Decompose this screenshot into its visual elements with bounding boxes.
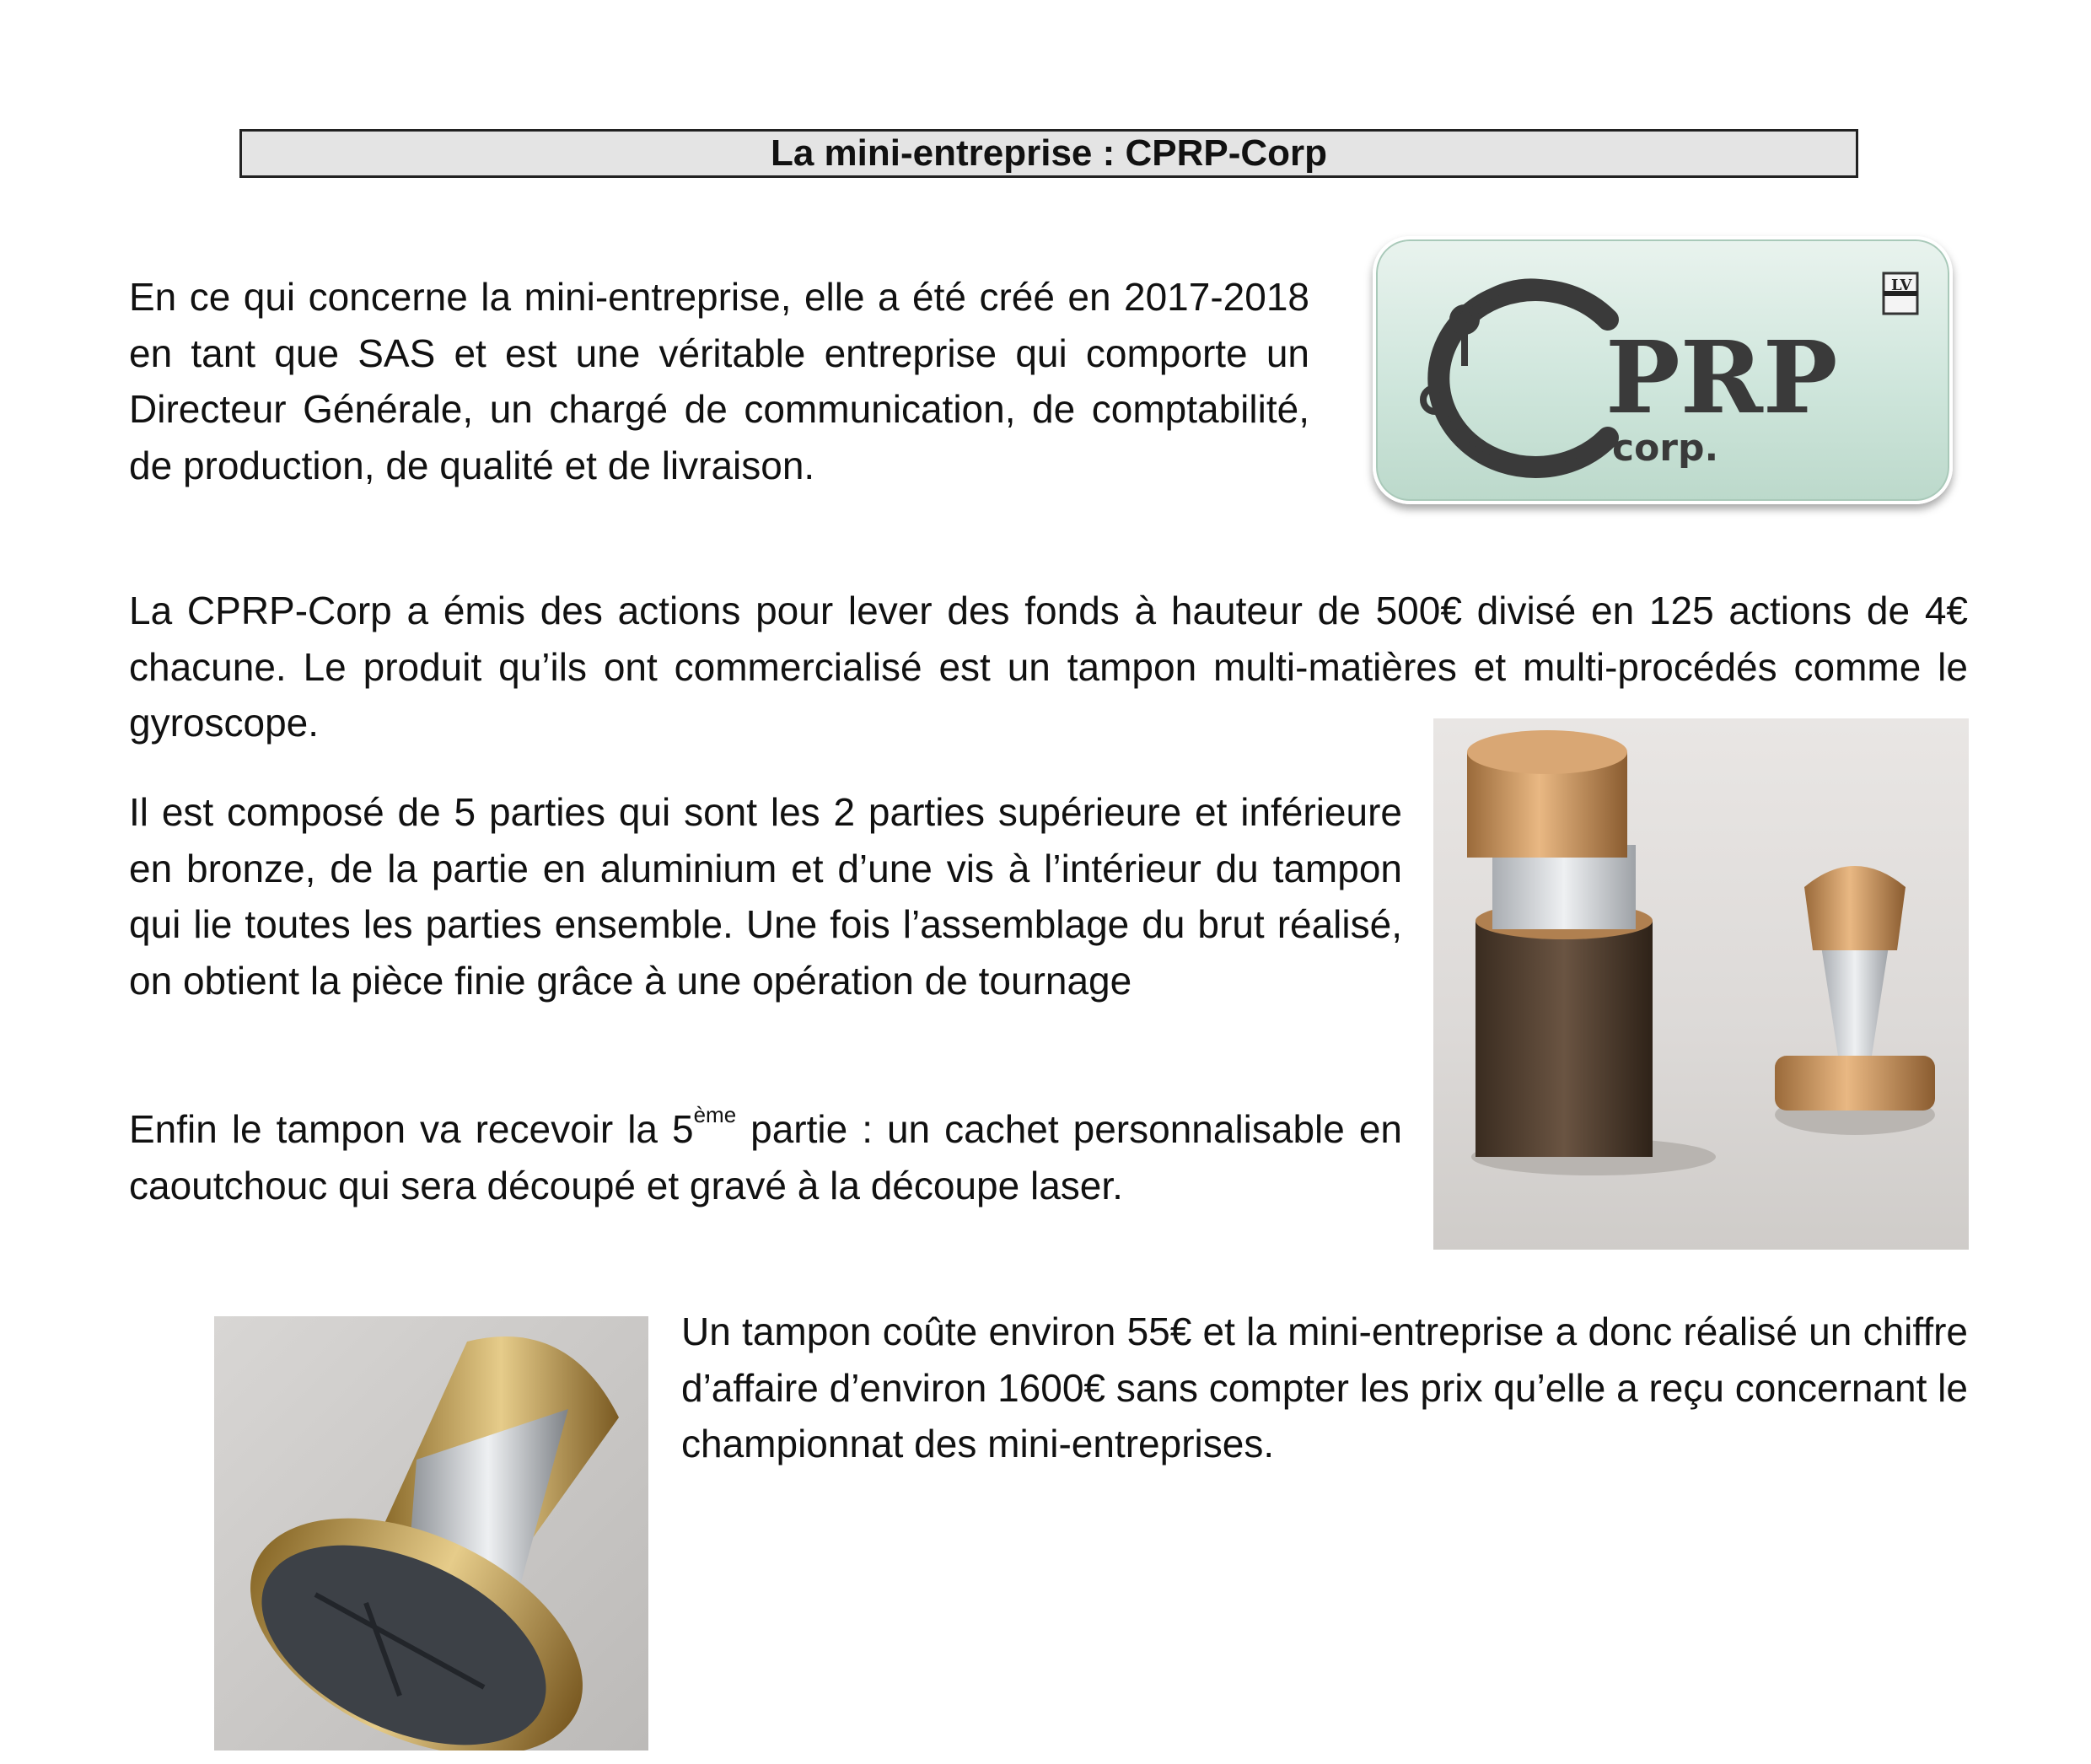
logo-brand-letters: PRP [1605,319,1838,436]
stamps-illustration [1433,718,1969,1250]
stamp-closeup-photo [214,1316,648,1751]
paragraph-composition: Il est composé de 5 parties qui sont les 2 parties supérieure et inférieure en bronze, de la partie en aluminium et d’une vis à l’intérieur du tampon qui lie toutes les parties ensemble. Une fois l’assemblage du brut réalisé, on obtient la pièce finie grâce à une opération de tournage [129,790,1402,1003]
p4-after: partie : un cachet personnalisable en caoutchouc qui sera découpé et gravé à la découpe laser. [129,1107,1402,1207]
page-title [239,129,1858,178]
paragraph-shares: La CPRP-Corp a émis des actions pour lever des fonds à hauteur de 500€ divisé en 125 actions de 4€ chacune. Le produit qu’ils ont commercialisé est un tampon multi-matières et multi-procédés comme le gyroscope. [129,589,1968,745]
stamp-closeup-illustration [214,1316,648,1751]
paragraph-intro: En ce qui concerne la mini-entreprise, elle a été créé en 2017-2018 en tant que SAS et est une véritable entreprise qui comporte un Directeur Générale, un chargé de communication, de comptabilité, de production, de qualité et de livraison. [129,275,1309,487]
paragraph-revenue: Un tampon coûte environ 55€ et la mini-entreprise a donc réalisé un chiffre d’affaire d’environ 1600€ sans compter les prix qu’elle a reçu concernant le championnat des mini-entreprises. [681,1310,1968,1466]
svg-text:LV: LV [1891,277,1912,294]
logo-brand-sub: corp. [1612,427,1719,470]
logo-graphic [1376,239,1949,501]
page-title-text: La mini-entreprise : CPRP-Corp [770,132,1328,174]
paragraph-stamp [129,1101,1402,1213]
stamp-raw-and-finished-photo [1433,718,1969,1250]
p4-sup: ème [693,1102,737,1127]
cprp-corp-logo [1373,236,1953,504]
p4-before: Enfin le tampon va recevoir la 5 [129,1107,694,1151]
